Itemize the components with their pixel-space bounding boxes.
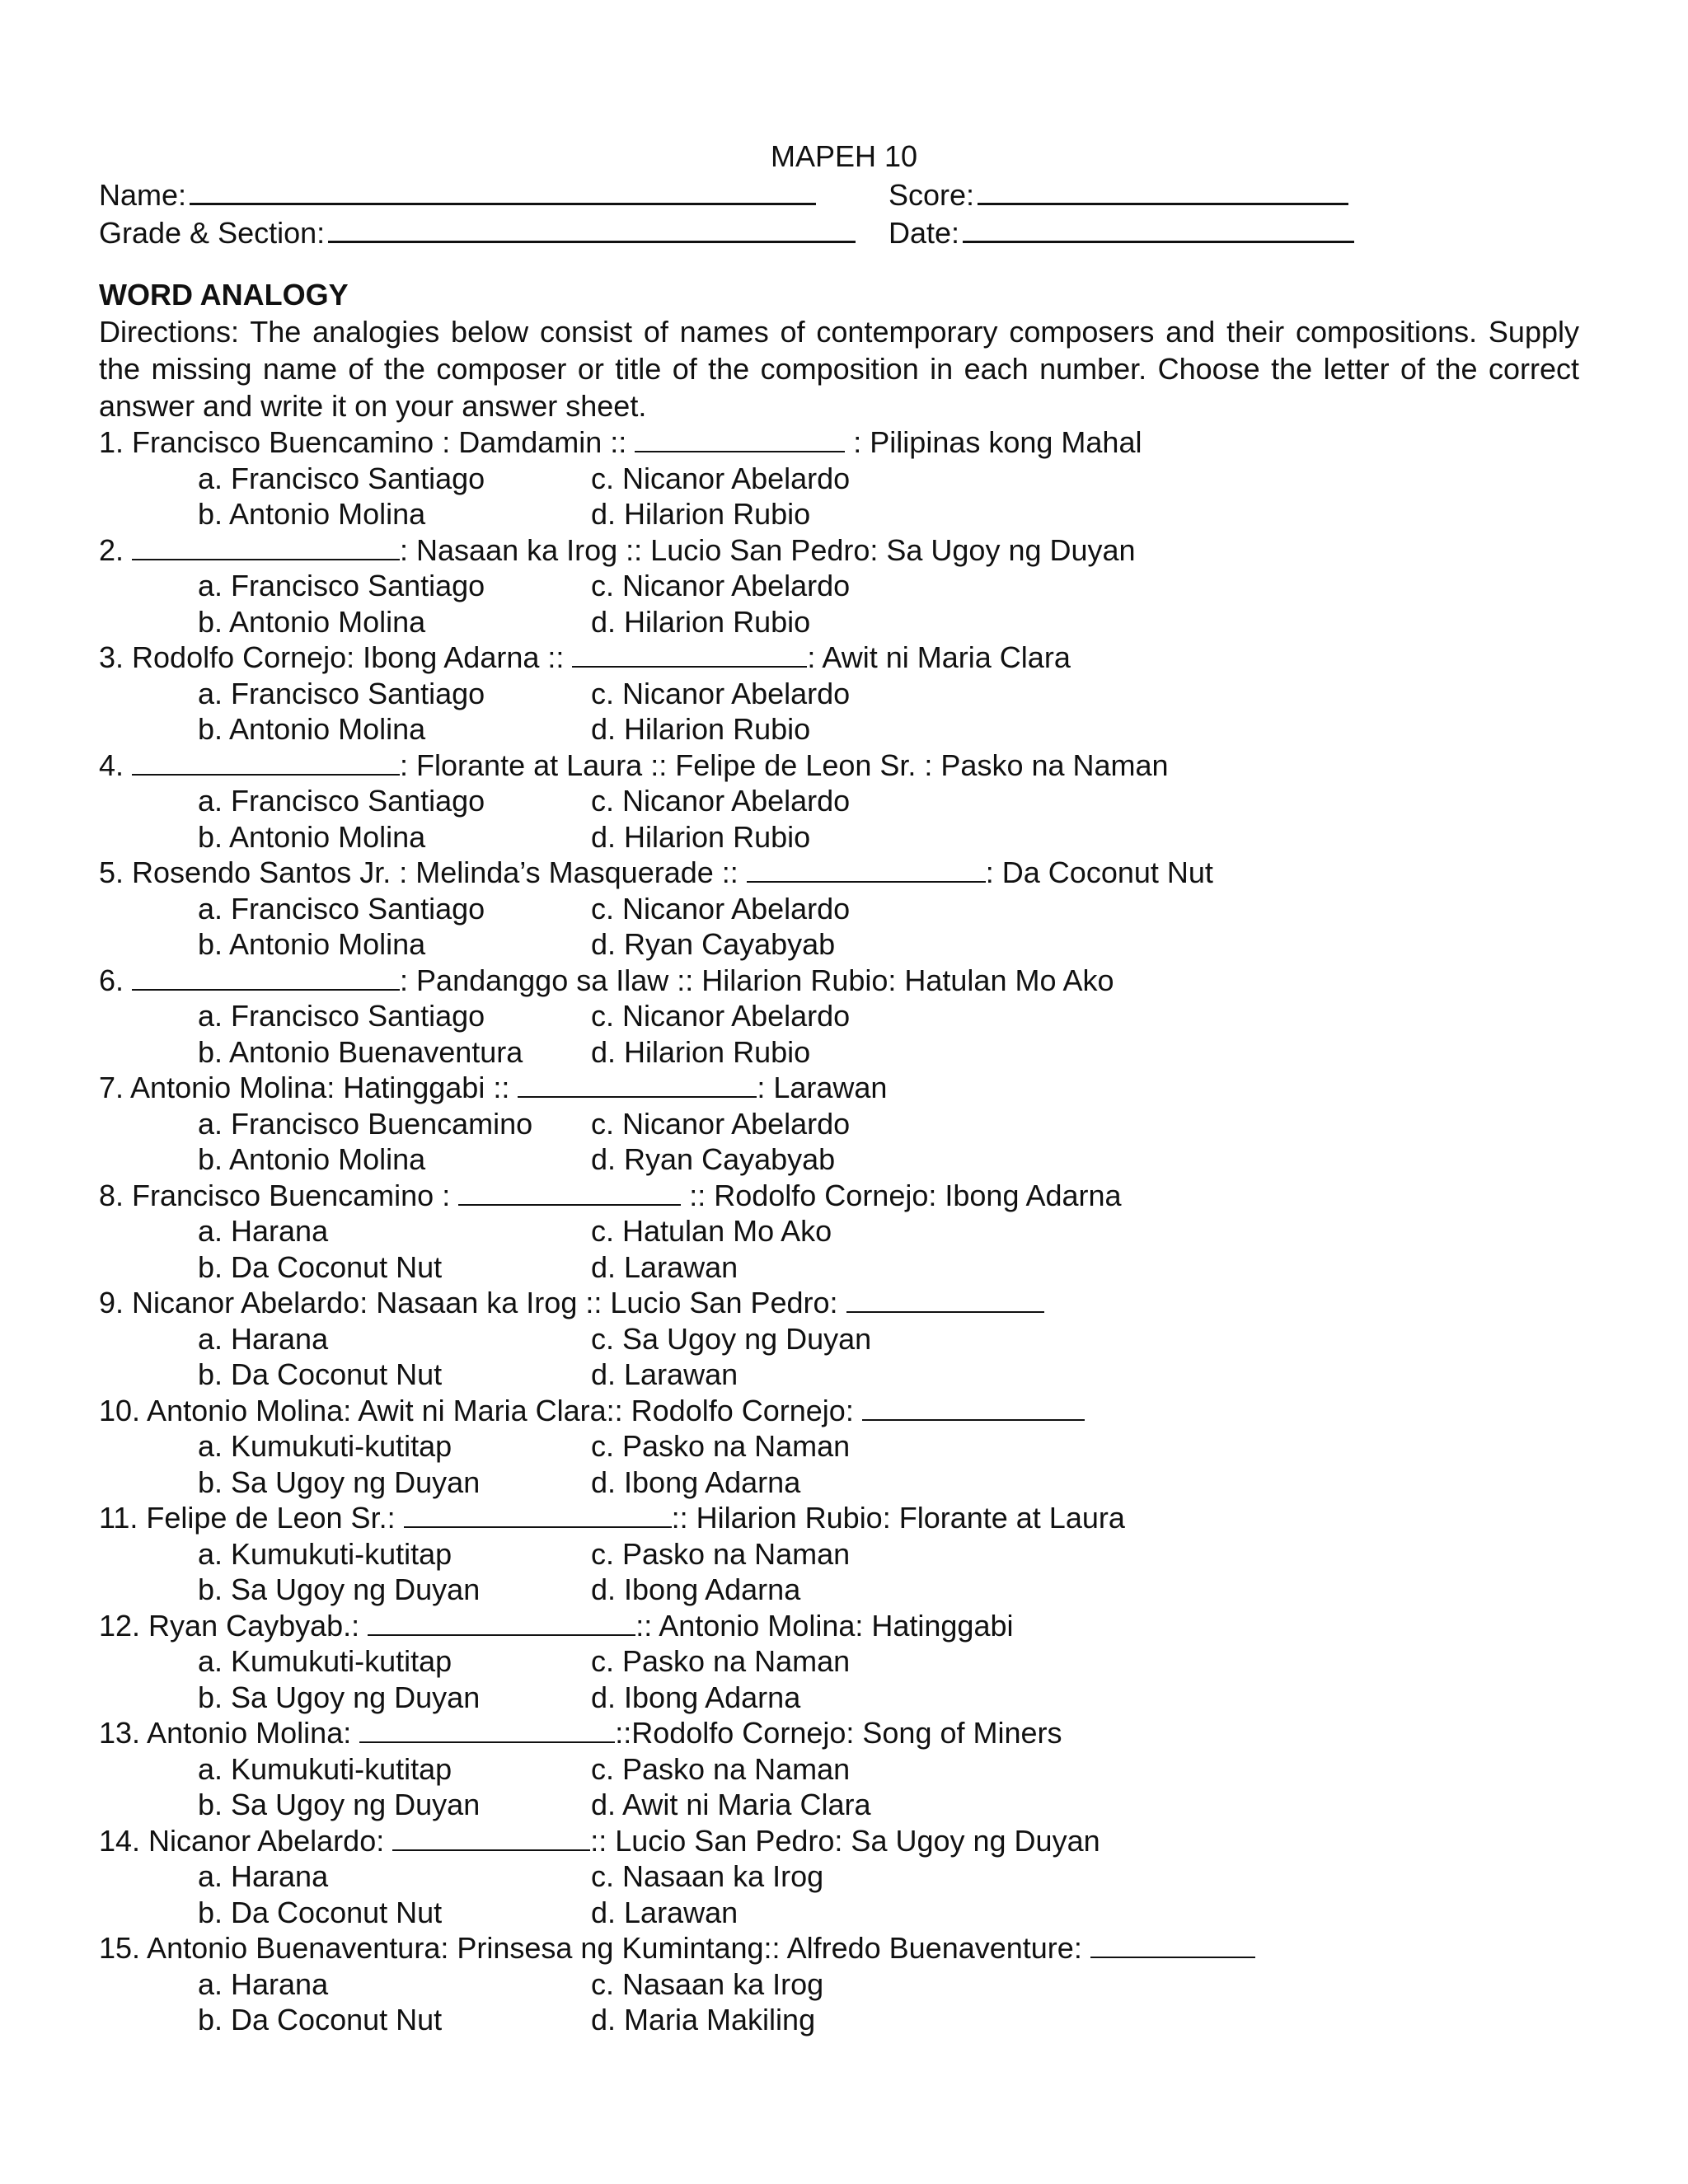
option-d: d. Hilarion Rubio — [591, 1034, 811, 1069]
date-label: Date: — [889, 216, 960, 250]
question-text — [99, 532, 1582, 569]
question-stem-start: 1. Francisco Buencamino : Damdamin :: — [99, 425, 635, 459]
option-d: d. Ryan Cayabyab — [591, 1142, 836, 1176]
option-b: b. Antonio Molina — [198, 819, 426, 854]
option-a: a. Kumukuti-kutitap — [198, 1644, 452, 1678]
question-stem-start: 5. Rosendo Santos Jr. : Melinda’s Masquerade :: — [99, 855, 747, 889]
question-stem-start: 6. — [99, 963, 133, 997]
options-row — [99, 1751, 1582, 1788]
options-row — [99, 1536, 1582, 1572]
question-stem-start: 13. Antonio Molina: — [99, 1716, 360, 1750]
answer-blank — [359, 1715, 615, 1743]
option-a: a. Harana — [198, 1321, 329, 1356]
option-a: a. Francisco Santiago — [198, 999, 485, 1033]
option-b: b. Antonio Molina — [198, 604, 426, 639]
answer-blank — [132, 532, 400, 560]
option-b: b. Sa Ugoy ng Duyan — [198, 1680, 481, 1714]
option-c: c. Nasaan ka Irog — [591, 1859, 824, 1893]
option-a: a. Francisco Santiago — [198, 784, 485, 818]
option-c: c. Nasaan ka Irog — [591, 1966, 824, 2001]
options-row — [99, 1106, 1582, 1142]
option-d: d. Ibong Adarna — [591, 1572, 801, 1606]
option-c: c. Nicanor Abelardo — [591, 999, 851, 1033]
option-d: d. Ibong Adarna — [591, 1680, 801, 1714]
question-text — [99, 424, 1582, 461]
options-row — [99, 1249, 1582, 1286]
option-c: c. Pasko na Naman — [591, 1644, 851, 1678]
question-text — [99, 748, 1582, 784]
option-c: c. Nicanor Abelardo — [591, 1106, 851, 1141]
option-c: c. Pasko na Naman — [591, 1751, 851, 1786]
grade-section-blank — [328, 213, 856, 243]
options-row — [99, 1787, 1582, 1823]
options-row — [99, 783, 1582, 819]
options-row — [99, 819, 1582, 855]
option-d: d. Hilarion Rubio — [591, 497, 811, 531]
options-row — [99, 1572, 1582, 1608]
option-a: a. Harana — [198, 1859, 329, 1893]
question-text — [99, 1178, 1582, 1214]
answer-blank — [862, 1393, 1085, 1421]
question-text — [99, 1823, 1582, 1859]
question-stem-start: 11. Felipe de Leon Sr.: — [99, 1501, 404, 1535]
question-item — [99, 748, 1582, 855]
options-row — [99, 1321, 1582, 1357]
question-stem-start: 4. — [99, 748, 133, 782]
question-text — [99, 640, 1582, 676]
option-d: d. Larawan — [591, 1249, 738, 1284]
option-b: b. Sa Ugoy ng Duyan — [198, 1465, 481, 1499]
question-stem-start: 10. Antonio Molina: Awit ni Maria Clara:: Rodolfo Cornejo: — [99, 1393, 862, 1427]
question-item — [99, 1930, 1582, 2038]
option-a: a. Kumukuti-kutitap — [198, 1429, 452, 1463]
question-text — [99, 1500, 1582, 1536]
question-text — [99, 1285, 1582, 1321]
answer-blank — [132, 748, 400, 776]
option-b: b. Antonio Molina — [198, 927, 426, 961]
option-d: d. Maria Makiling — [591, 2003, 816, 2036]
answer-blank — [518, 1070, 757, 1098]
question-text — [99, 963, 1582, 999]
question-stem-end: : Larawan — [757, 1071, 888, 1104]
grade-section-field — [99, 213, 856, 251]
question-stem-start: 8. Francisco Buencamino : — [99, 1178, 459, 1212]
options-row — [99, 1643, 1582, 1680]
options-row — [99, 998, 1582, 1034]
option-a: a. Kumukuti-kutitap — [198, 1536, 452, 1571]
options-row — [99, 1966, 1582, 2003]
answer-blank — [572, 640, 807, 668]
answer-blank — [747, 855, 986, 883]
question-stem-end: :: Rodolfo Cornejo: Ibong Adarna — [681, 1178, 1122, 1212]
option-d: d. Ryan Cayabyab — [591, 927, 836, 961]
question-item — [99, 532, 1582, 640]
name-blank — [190, 175, 816, 205]
question-stem-end: : Florante at Laura :: Felipe de Leon Sr. : Pasko na Naman — [400, 748, 1169, 782]
option-a: a. Francisco Santiago — [198, 461, 485, 495]
options-row — [99, 1428, 1582, 1465]
question-stem-end: : Awit ni Maria Clara — [807, 640, 1071, 674]
question-stem-end: :: Lucio San Pedro: Sa Ugoy ng Duyan — [590, 1823, 1100, 1858]
question-list — [99, 424, 1582, 2038]
question-stem-start: 9. Nicanor Abelardo: Nasaan ka Irog :: Lucio San Pedro: — [99, 1286, 846, 1319]
options-row — [99, 1213, 1582, 1249]
score-field — [889, 175, 1348, 213]
answer-blank — [846, 1285, 1044, 1313]
options-row — [99, 891, 1582, 927]
option-a: a. Francisco Santiago — [198, 676, 485, 710]
question-item — [99, 1608, 1582, 1716]
option-c: c. Nicanor Abelardo — [591, 569, 851, 602]
question-text — [99, 1715, 1582, 1751]
question-item — [99, 1070, 1582, 1178]
option-a: a. Kumukuti-kutitap — [198, 1751, 452, 1786]
subject-title: MAPEH 10 — [770, 139, 918, 173]
question-item — [99, 1823, 1582, 1931]
options-row — [99, 1858, 1582, 1895]
options-row — [99, 1680, 1582, 1716]
answer-blank — [132, 963, 400, 991]
question-stem-end: :: Hilarion Rubio: Florante at Laura — [671, 1501, 1125, 1535]
option-b: b. Sa Ugoy ng Duyan — [198, 1572, 481, 1606]
question-item — [99, 1393, 1582, 1501]
answer-blank — [635, 424, 845, 452]
option-c: c. Pasko na Naman — [591, 1536, 851, 1571]
option-a: a. Francisco Buencamino — [198, 1106, 533, 1141]
option-d: d. Ibong Adarna — [591, 1465, 801, 1499]
question-stem-end: : Pandanggo sa Ilaw :: Hilarion Rubio: Hatulan Mo Ako — [400, 963, 1114, 997]
date-blank — [963, 213, 1354, 243]
option-c: c. Hatulan Mo Ako — [591, 1214, 832, 1248]
options-row — [99, 711, 1582, 748]
date-field — [889, 213, 1354, 251]
question-stem-end: : Pilipinas kong Mahal — [845, 425, 1142, 459]
options-row — [99, 1034, 1582, 1071]
option-b: b. Da Coconut Nut — [198, 1357, 443, 1391]
option-a: a. Francisco Santiago — [198, 891, 485, 926]
option-b: b. Da Coconut Nut — [198, 2003, 443, 2036]
score-label: Score: — [889, 178, 975, 212]
options-row — [99, 1465, 1582, 1501]
question-stem-start: 12. Ryan Caybyab.: — [99, 1608, 368, 1643]
options-row — [99, 2002, 1582, 2038]
question-stem-end: :: Antonio Molina: Hatinggabi — [635, 1608, 1014, 1643]
question-stem-start: 15. Antonio Buenaventura: Prinsesa ng Kumintang:: Alfredo Buenaventure: — [99, 1931, 1090, 1965]
options-row — [99, 926, 1582, 963]
question-stem-start: 14. Nicanor Abelardo: — [99, 1823, 393, 1858]
score-blank — [978, 175, 1348, 205]
options-row — [99, 461, 1582, 497]
option-b: b. Antonio Molina — [198, 712, 426, 746]
question-stem-end: : Da Coconut Nut — [985, 855, 1213, 889]
option-b: b. Da Coconut Nut — [198, 1249, 443, 1284]
option-a: a. Harana — [198, 1966, 329, 2001]
option-c: c. Nicanor Abelardo — [591, 784, 851, 818]
question-stem-end: : Nasaan ka Irog :: Lucio San Pedro: Sa Ugoy ng Duyan — [400, 532, 1136, 567]
directions-text: Directions: The analogies below consist of names of contemporary composers and their compositions. Supply the missing name of the composer or title of the composition in each number. Choose the letter of the correct answer and write it on your answer sheet. — [99, 315, 1579, 423]
option-d: d. Hilarion Rubio — [591, 712, 811, 746]
question-item — [99, 424, 1582, 532]
question-stem-start: 2. — [99, 532, 133, 567]
options-row — [99, 604, 1582, 640]
grade-section-label: Grade & Section: — [99, 216, 326, 250]
question-item — [99, 1500, 1582, 1608]
option-b: b. Da Coconut Nut — [198, 1895, 443, 1929]
question-text — [99, 1393, 1582, 1429]
option-a: a. Harana — [198, 1214, 329, 1248]
question-text — [99, 1608, 1582, 1644]
options-row — [99, 568, 1582, 604]
options-row — [99, 676, 1582, 712]
name-field — [99, 175, 816, 213]
answer-blank — [404, 1500, 672, 1528]
question-stem-start: 3. Rodolfo Cornejo: Ibong Adarna :: — [99, 640, 573, 674]
answer-blank — [458, 1178, 681, 1206]
answer-blank — [368, 1608, 635, 1636]
answer-blank — [392, 1823, 590, 1851]
question-stem-end: ::Rodolfo Cornejo: Song of Miners — [615, 1716, 1062, 1750]
question-item — [99, 963, 1582, 1071]
question-item — [99, 1285, 1582, 1393]
option-c: c. Nicanor Abelardo — [591, 676, 851, 710]
option-d: d. Larawan — [591, 1357, 738, 1391]
options-row — [99, 496, 1582, 532]
option-b: b. Sa Ugoy ng Duyan — [198, 1788, 481, 1821]
option-c: c. Nicanor Abelardo — [591, 461, 851, 495]
answer-blank — [1090, 1930, 1255, 1958]
option-d: d. Larawan — [591, 1895, 738, 1929]
options-row — [99, 1141, 1582, 1178]
question-text — [99, 1070, 1582, 1106]
question-item — [99, 1715, 1582, 1823]
question-text — [99, 1930, 1582, 1966]
option-b: b. Antonio Molina — [198, 1142, 426, 1176]
name-label: Name: — [99, 178, 187, 212]
question-stem-start: 7. Antonio Molina: Hatinggabi :: — [99, 1071, 518, 1104]
question-item — [99, 855, 1582, 963]
option-d: d. Hilarion Rubio — [591, 604, 811, 639]
option-b: b. Antonio Molina — [198, 497, 426, 531]
option-c: c. Nicanor Abelardo — [591, 891, 851, 926]
option-c: c. Pasko na Naman — [591, 1429, 851, 1463]
options-row — [99, 1895, 1582, 1931]
option-d: d. Awit ni Maria Clara — [591, 1788, 871, 1821]
option-a: a. Francisco Santiago — [198, 569, 485, 602]
option-b: b. Antonio Buenaventura — [198, 1034, 523, 1069]
options-row — [99, 1357, 1582, 1393]
section-title: WORD ANALOGY — [99, 278, 349, 312]
question-text — [99, 855, 1582, 891]
question-item — [99, 640, 1582, 748]
option-d: d. Hilarion Rubio — [591, 819, 811, 854]
question-item — [99, 1178, 1582, 1286]
option-c: c. Sa Ugoy ng Duyan — [591, 1321, 872, 1356]
